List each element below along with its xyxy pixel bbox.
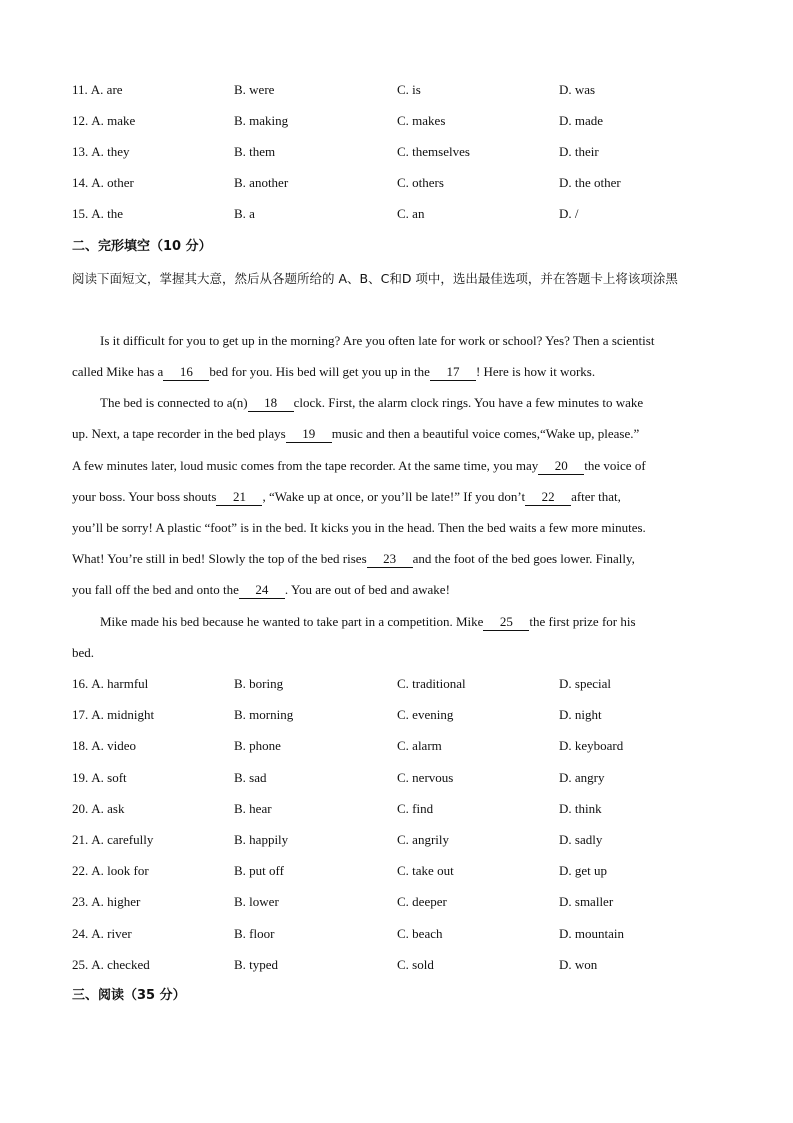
passage-line bbox=[100, 331, 760, 351]
question-number: 24. bbox=[72, 925, 89, 941]
option-b: B. put off bbox=[234, 863, 284, 879]
option-a bbox=[72, 924, 132, 944]
question-number: 14. bbox=[72, 175, 89, 190]
question-row bbox=[72, 861, 732, 881]
question-number: 18. bbox=[72, 738, 89, 754]
option-d: D. angry bbox=[559, 769, 605, 785]
question-number: 25. bbox=[72, 956, 89, 972]
passage-line bbox=[100, 393, 760, 413]
option-d: D. keyboard bbox=[559, 738, 624, 754]
option-d: D. / bbox=[559, 206, 579, 221]
question-row bbox=[72, 111, 732, 131]
option-b: B. sad bbox=[234, 769, 267, 785]
passage-text: A few minutes later, loud music comes from the tape recorder. At the same time, you may bbox=[72, 458, 539, 473]
option-a bbox=[72, 674, 148, 694]
option-a bbox=[72, 705, 154, 725]
question-number: 16. bbox=[72, 676, 89, 691]
option-a bbox=[72, 861, 149, 881]
question-number: 20. bbox=[72, 800, 89, 816]
passage-text: and the foot of the bed goes lower. Finally, bbox=[412, 551, 635, 566]
passage-text: after that, bbox=[571, 489, 621, 504]
option-d: D. their bbox=[559, 144, 599, 159]
option-d: D. night bbox=[559, 707, 602, 723]
option-c: C. an bbox=[397, 206, 425, 221]
question-row bbox=[72, 142, 732, 162]
option-a bbox=[72, 111, 135, 131]
option-b: B. them bbox=[234, 144, 276, 159]
option-b: B. morning bbox=[234, 707, 294, 723]
option-text: A. higher bbox=[91, 894, 141, 910]
option-text: A. they bbox=[91, 144, 130, 159]
passage-text: Mike made his bed because he wanted to take part in a competition. Mike bbox=[100, 614, 484, 629]
option-c: C. sold bbox=[397, 956, 434, 972]
option-b: B. were bbox=[234, 82, 275, 97]
option-b: B. boring bbox=[234, 676, 284, 691]
option-text: A. harmful bbox=[91, 676, 149, 691]
passage-line bbox=[72, 362, 732, 382]
passage-line bbox=[72, 580, 732, 600]
blank-20: 20 bbox=[538, 457, 584, 475]
option-b: B. hear bbox=[234, 800, 272, 816]
option-c: C. angrily bbox=[397, 832, 449, 847]
option-b: B. typed bbox=[234, 956, 279, 972]
option-text: A. ask bbox=[91, 800, 125, 816]
passage-line bbox=[72, 518, 732, 538]
option-a bbox=[72, 80, 123, 100]
question-row bbox=[72, 674, 732, 694]
option-c: C. is bbox=[397, 82, 421, 97]
question-row bbox=[72, 173, 732, 193]
question-number: 15. bbox=[72, 206, 89, 221]
blank-23: 23 bbox=[367, 550, 413, 568]
section-2-instructions: 阅读下面短文，掌握其大意，然后从各题所给的 A、B、C和D 项中，选出最佳选项，并在答题卡上将该项涂黑 bbox=[72, 271, 678, 286]
question-row bbox=[72, 892, 732, 912]
section-2-title: 二、完形填空（10 分） bbox=[72, 239, 212, 254]
option-text: A. make bbox=[91, 113, 136, 128]
passage-text: clock. First, the alarm clock rings. You have a few minutes to wake bbox=[293, 395, 644, 410]
option-a bbox=[72, 142, 130, 162]
option-c: C. nervous bbox=[397, 769, 454, 785]
passage-line bbox=[72, 549, 732, 569]
passage-text: you’ll be sorry! A plastic “foot” is in the bed. It kicks you in the head. Then the bed waits a few more minutes. bbox=[72, 520, 646, 535]
blank-21: 21 bbox=[216, 488, 262, 506]
option-d: D. special bbox=[559, 676, 611, 691]
passage-text: , “Wake up at once, or you’ll be late!” If you don’t bbox=[262, 489, 526, 504]
option-a bbox=[72, 892, 140, 912]
option-a bbox=[72, 955, 150, 975]
option-c: C. themselves bbox=[397, 144, 470, 159]
option-a bbox=[72, 204, 123, 224]
option-a bbox=[72, 799, 124, 819]
passage-line bbox=[72, 487, 732, 507]
passage-text: ! Here is how it works. bbox=[475, 364, 596, 379]
option-a bbox=[72, 830, 153, 850]
option-c: C. others bbox=[397, 175, 444, 190]
passage-text: you fall off the bed and onto the bbox=[72, 582, 239, 597]
question-row bbox=[72, 705, 732, 725]
option-text: A. the bbox=[91, 206, 124, 221]
passage-text: the first prize for his bbox=[529, 614, 636, 629]
option-d: D. think bbox=[559, 800, 602, 816]
question-number: 23. bbox=[72, 894, 89, 910]
option-b: B. lower bbox=[234, 894, 279, 910]
passage-text: bed. bbox=[72, 645, 95, 660]
passage-text: up. Next, a tape recorder in the bed plays bbox=[72, 426, 286, 441]
question-number: 17. bbox=[72, 707, 89, 723]
question-row bbox=[72, 830, 732, 850]
option-text: A. midnight bbox=[91, 707, 155, 723]
option-text: A. other bbox=[91, 175, 134, 190]
question-row bbox=[72, 80, 732, 100]
option-d: D. was bbox=[559, 82, 596, 97]
option-b: B. another bbox=[234, 175, 289, 190]
question-row bbox=[72, 204, 732, 224]
passage-line bbox=[100, 612, 760, 632]
option-b: B. a bbox=[234, 206, 255, 221]
passage-text: What! You’re still in bed! Slowly the top of the bed rises bbox=[72, 551, 367, 566]
option-text: A. carefully bbox=[91, 832, 154, 847]
passage-text: called Mike has a bbox=[72, 364, 164, 379]
option-c: C. evening bbox=[397, 707, 454, 723]
blank-24: 24 bbox=[239, 581, 285, 599]
passage-text: the voice of bbox=[584, 458, 646, 473]
question-number: 13. bbox=[72, 144, 89, 159]
option-d: D. mountain bbox=[559, 925, 624, 941]
option-c: C. take out bbox=[397, 863, 454, 879]
question-row bbox=[72, 924, 732, 944]
passage-line bbox=[72, 424, 732, 444]
option-d: D. smaller bbox=[559, 894, 614, 910]
option-b: B. making bbox=[234, 113, 289, 128]
option-text: A. are bbox=[90, 82, 123, 97]
option-c: C. deeper bbox=[397, 894, 447, 910]
option-text: A. soft bbox=[91, 769, 127, 785]
question-number: 22. bbox=[72, 863, 89, 879]
question-row bbox=[72, 799, 732, 819]
option-text: A. checked bbox=[91, 956, 150, 972]
option-c: C. beach bbox=[397, 925, 443, 941]
question-row bbox=[72, 955, 732, 975]
question-number: 21. bbox=[72, 832, 89, 847]
option-c: C. find bbox=[397, 800, 434, 816]
option-a bbox=[72, 768, 127, 788]
option-b: B. phone bbox=[234, 738, 281, 754]
option-c: C. makes bbox=[397, 113, 446, 128]
passage-text: Is it difficult for you to get up in the morning? Are you often late for work or school? Yes? Then a scientist bbox=[100, 333, 655, 348]
blank-25: 25 bbox=[483, 613, 529, 631]
blank-16: 16 bbox=[163, 363, 209, 381]
option-d: D. get up bbox=[559, 863, 608, 879]
blank-22: 22 bbox=[525, 488, 571, 506]
option-d: D. sadly bbox=[559, 832, 603, 847]
passage-text: . You are out of bed and awake! bbox=[284, 582, 450, 597]
blank-19: 19 bbox=[286, 425, 332, 443]
option-text: A. look for bbox=[91, 863, 149, 879]
question-row bbox=[72, 768, 732, 788]
blank-17: 17 bbox=[430, 363, 476, 381]
question-number: 19. bbox=[72, 769, 89, 785]
option-a bbox=[72, 173, 134, 193]
passage-text: The bed is connected to a(n) bbox=[100, 395, 248, 410]
passage-text: your boss. Your boss shouts bbox=[72, 489, 217, 504]
question-row bbox=[72, 736, 732, 756]
passage-line bbox=[72, 643, 732, 663]
option-text: A. river bbox=[91, 925, 132, 941]
section-3-title: 三、阅读（35 分） bbox=[72, 988, 186, 1003]
option-b: B. floor bbox=[234, 925, 275, 941]
option-d: D. made bbox=[559, 113, 604, 128]
option-d: D. won bbox=[559, 956, 598, 972]
option-text: A. video bbox=[91, 738, 137, 754]
passage-text: music and then a beautiful voice comes,“Wake up, please.” bbox=[331, 426, 640, 441]
option-d: D. the other bbox=[559, 175, 621, 190]
blank-18: 18 bbox=[248, 394, 294, 412]
option-c: C. alarm bbox=[397, 738, 442, 754]
question-number: 12. bbox=[72, 113, 89, 128]
question-number: 11. bbox=[72, 82, 88, 97]
option-a bbox=[72, 736, 136, 756]
passage-line bbox=[72, 456, 732, 476]
option-b: B. happily bbox=[234, 832, 289, 847]
option-c: C. traditional bbox=[397, 676, 466, 691]
passage-text: bed for you. His bed will get you up in the bbox=[209, 364, 430, 379]
